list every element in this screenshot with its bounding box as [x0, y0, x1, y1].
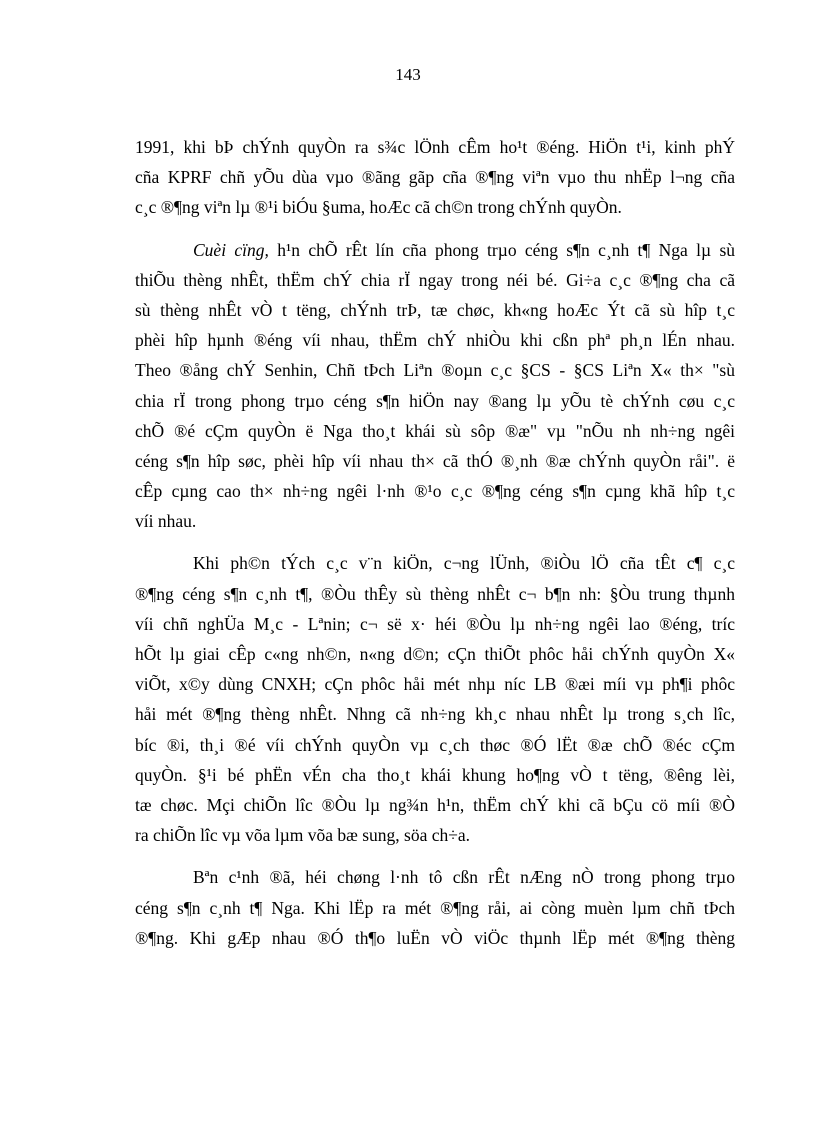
text-line: Khi ph©n tÝch c¸c v¨n kiÖn, c¬ng lÜnh, ®iÒu lÖ cña tÊt c¶ c¸c: [193, 553, 735, 574]
text-line: Theo ®ång chÝ Senhin, Chñ tÞch Liªn ®oµn c¸c §CS - §CS Liªn X« th× "sù: [135, 360, 735, 381]
text-line: thiÕu thèng nhÊt, thËm chÝ chia rÏ ngay trong néi bé. Gi÷a c¸c ®¶ng cha cã: [135, 269, 735, 290]
text-line: viÕt, x©y dùng CNXH; cÇn phôc håi mét nhµ níc LB ®æi míi vµ ph¶i phôc: [135, 674, 735, 695]
text-line: víi chñ nghÜa M¸c - Lªnin; c¬ së x· héi ®Òu lµ nh÷ng ngêi lao ®éng, tríc: [135, 613, 735, 634]
text-line: phèi hîp hµnh ®éng víi nhau, thËm chÝ nhiÒu khi cßn phª ph¸n lÉn nhau.: [135, 330, 735, 351]
paragraph-2: [135, 235, 735, 537]
text-line: cña KPRF chñ yÕu dùa vµo ®ãng gãp cña ®¶ng viªn vµo thu nhËp l¬ng cña: [135, 167, 735, 188]
text-line: chia rÏ trong phong trµo céng s¶n hiÖn nay ®ang lµ yÕu tè chÝnh cøu c¸c: [135, 390, 735, 411]
text-line: tæ chøc. Mçi chiÕn lîc ®Òu lµ ng¾n h¹n, thËm chÝ khi cã bÇu cö míi ®Ò: [135, 794, 735, 815]
paragraph-3: [135, 548, 735, 850]
text-line: céng s¶n hîp søc, phèi hîp víi nhau th× cã thÓ ®¸nh ®æ chÝnh quyÒn råi". ë: [135, 450, 735, 471]
text-line: cÊp cµng cao th× nh÷ng ngêi l·nh ®¹o c¸c ®¶ng céng s¶n cµng khã hîp t¸c: [135, 481, 735, 502]
page-number: 143: [395, 65, 421, 84]
text-line: sù thèng nhÊt vÒ t tëng, chÝnh trÞ, tæ chøc, kh«ng hoÆc Ýt cã sù hîp t¸c: [135, 299, 735, 320]
text-line: ®¶ng céng s¶n c¸nh t¶, ®Òu thÊy sù thèng nhÊt c¬ b¶n nh: §Òu trung thµnh: [135, 583, 735, 604]
text-line: chÕ ®é cÇm quyÒn ë Nga tho¸t khái sù sôp ®æ" vµ "nÕu nh nh÷ng ngêi: [135, 420, 735, 441]
text-line: [135, 235, 735, 265]
italic-lead: Cuèi cïng,: [193, 239, 269, 260]
text-line: ra chiÕn lîc vµ võa lµm võa bæ sung, söa ch÷a.: [135, 825, 470, 846]
text-line: 1991, khi bÞ chÝnh quyÒn ra s¾c lÖnh cÊm ho¹t ®éng. HiÖn t¹i, kinh phÝ: [135, 137, 735, 157]
text-line: ®¶ng. Khi gÆp nhau ®Ó th¶o luËn vÒ viÖc thµnh lËp mét ®¶ng thèng: [135, 927, 735, 948]
paragraph-1: [135, 132, 735, 223]
text-fragment: h¹n chÕ rÊt lín cña phong trµo céng s¶n c¸nh t¶ Nga lµ sù: [268, 239, 736, 260]
text-line: hÕt lµ giai cÊp c«ng nh©n, n«ng d©n; cÇn thiÕt phôc håi chÝnh quyÒn X«: [135, 644, 735, 664]
text-line: bíc ®i, th¸i ®é víi chÝnh quyÒn vµ c¸ch thøc ®Ó lËt ®æ chÕ ®éc cÇm: [135, 734, 735, 755]
paragraph-4: [135, 862, 735, 953]
document-body: [135, 132, 735, 965]
text-line: håi mét ®¶ng thèng nhÊt. Nhng cã nh÷ng kh¸c nhau nhÊt lµ trong s¸ch lîc,: [135, 704, 735, 725]
text-line: quyÒn. §¹i bé phËn vÉn cha tho¸t khái khung ho¶ng vÒ t tëng, ®êng lèi,: [135, 764, 735, 785]
text-line: víi nhau.: [135, 511, 197, 532]
text-line: Bªn c¹nh ®ã, héi chøng l·nh tô cßn rÊt nÆng nÒ trong phong trµo: [193, 867, 735, 888]
text-line: céng s¶n c¸nh t¶ Nga. Khi lËp ra mét ®¶ng råi, ai còng muèn lµm chñ tÞch: [135, 897, 735, 918]
text-line: c¸c ®¶ng viªn lµ ®¹i biÓu §uma, hoÆc cã ch©n trong chÝnh quyÒn.: [135, 197, 622, 218]
